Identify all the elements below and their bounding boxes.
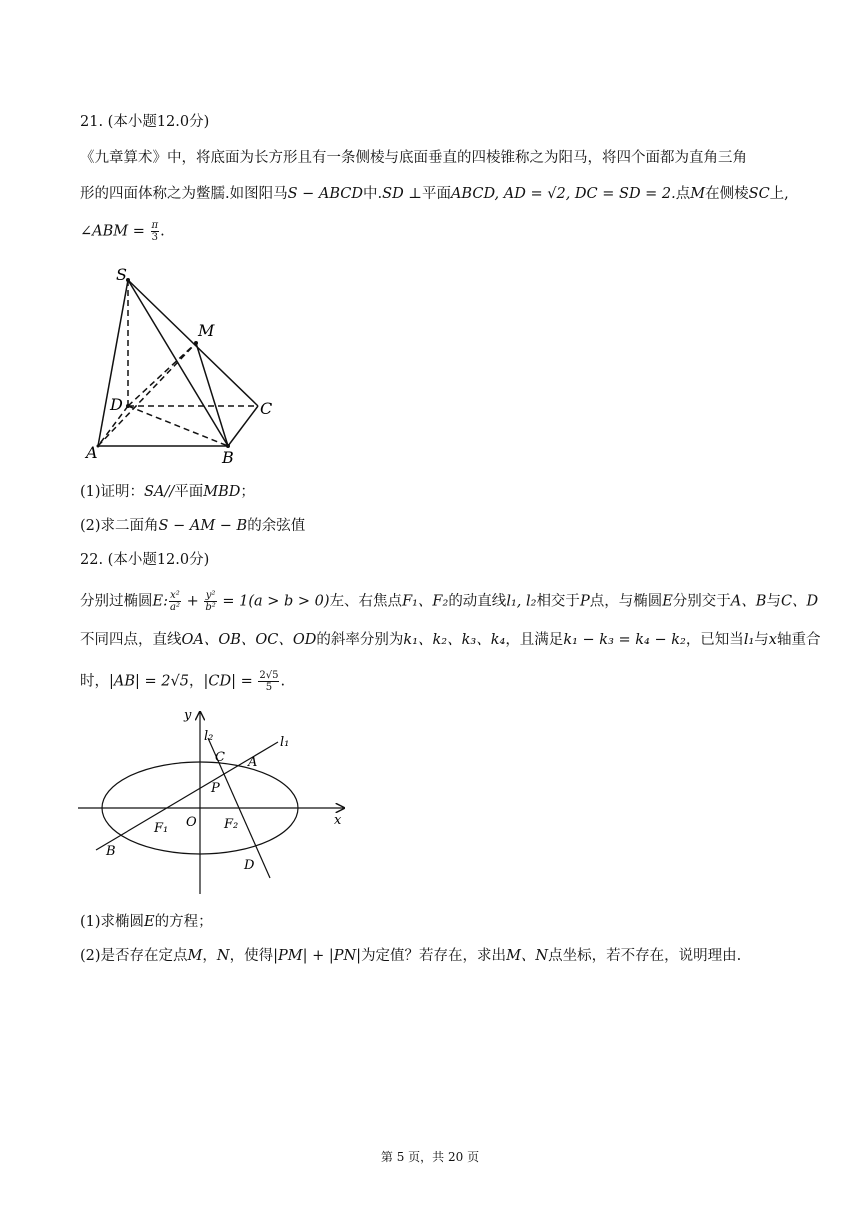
pyramid-figure [80,262,280,468]
page-footer: 第 5 页，共 20 页 [380,1150,480,1164]
q22-text-line3: 时，|AB| = 2√5，|CD| = $\frac{2√5}{5}$ . [80,670,286,693]
pi-over-3-fraction: $\frac{\pi}{3}$ [151,220,159,243]
focus-f1-label: F₁ [154,821,169,836]
q21-subquestion-1: (1)证明：SA//平面MBD； [80,484,255,500]
q22-text-line1: 分别过椭圆E: $\frac{\text{x²}}{\text{a²}}$ + $\frac{\text{y²}}{\text{b²}}$ = 1(a > b > 0)左、右焦点F₁、F₂的动直线l₁, l₂相交于P点，与椭圆E分别交于A、B与C、D [80,590,819,613]
y-axis-label: y [184,708,192,723]
vertex-label-c: C [260,399,273,418]
point-b-label: B [106,844,116,859]
q21-text-line2: 形的四面体称之为鳖臑.如图阳马S − ABCD中.SD ⊥平面ABCD, AD = √2, DC = SD = 2.点M在侧棱SC上, [80,186,789,202]
vertex-label-b: B [222,448,234,467]
x-axis-label: x [334,813,342,828]
ellipse-figure [72,702,362,898]
q22-text-line2: 不同四点，直线OA、OB、OC、OD的斜率分别为k₁、k₂、k₃、k₄，且满足k₁ − k₃ = k₄ − k₂，已知当l₁与x轴重合 [80,632,821,648]
focus-f2-label: F₂ [224,817,239,832]
q22-subquestion-2: (2)是否存在定点M，N，使得|PM| + |PN|为定值？若存在，求出M、N点坐标，若不存在，说明理由. [80,948,742,964]
point-d-label: D [244,858,255,873]
line-l2-label: l₂ [204,729,214,744]
y-squared-fraction: $\frac{\text{y²}}{\text{b²}}$ [205,590,216,613]
vertex-label-a: A [86,443,98,462]
x-squared-fraction: $\frac{\text{x²}}{\text{a²}}$ [169,590,180,613]
two-root5-over-5-fraction: $\frac{2√5}{5}$ [259,670,279,693]
point-c-label: C [215,750,225,765]
q22-subquestion-1: (1)求椭圆E的方程； [80,914,213,930]
origin-label: O [186,815,197,830]
vertex-label-m: M [198,321,215,340]
point-p-label: P [211,781,220,796]
vertex-label-s: S [116,265,127,284]
q21-subquestion-2: (2)求二面角S − AM − B的余弦值 [80,518,306,534]
vertex-label-d: D [110,395,123,414]
q21-text-line1: 《九章算术》中，将底面为长方形且有一条侧棱与底面垂直的四棱锥称之为阳马，将四个面都为直角三角 [80,150,747,166]
q22-header: 22. (本小题12.0分) [80,552,210,568]
line-l1-label: l₁ [280,735,290,750]
q21-text-line3: ∠ABM = $\frac{\pi}{3}$ . [80,220,165,243]
point-a-label: A [248,755,258,770]
q21-header: 21. (本小题12.0分) [80,114,210,130]
